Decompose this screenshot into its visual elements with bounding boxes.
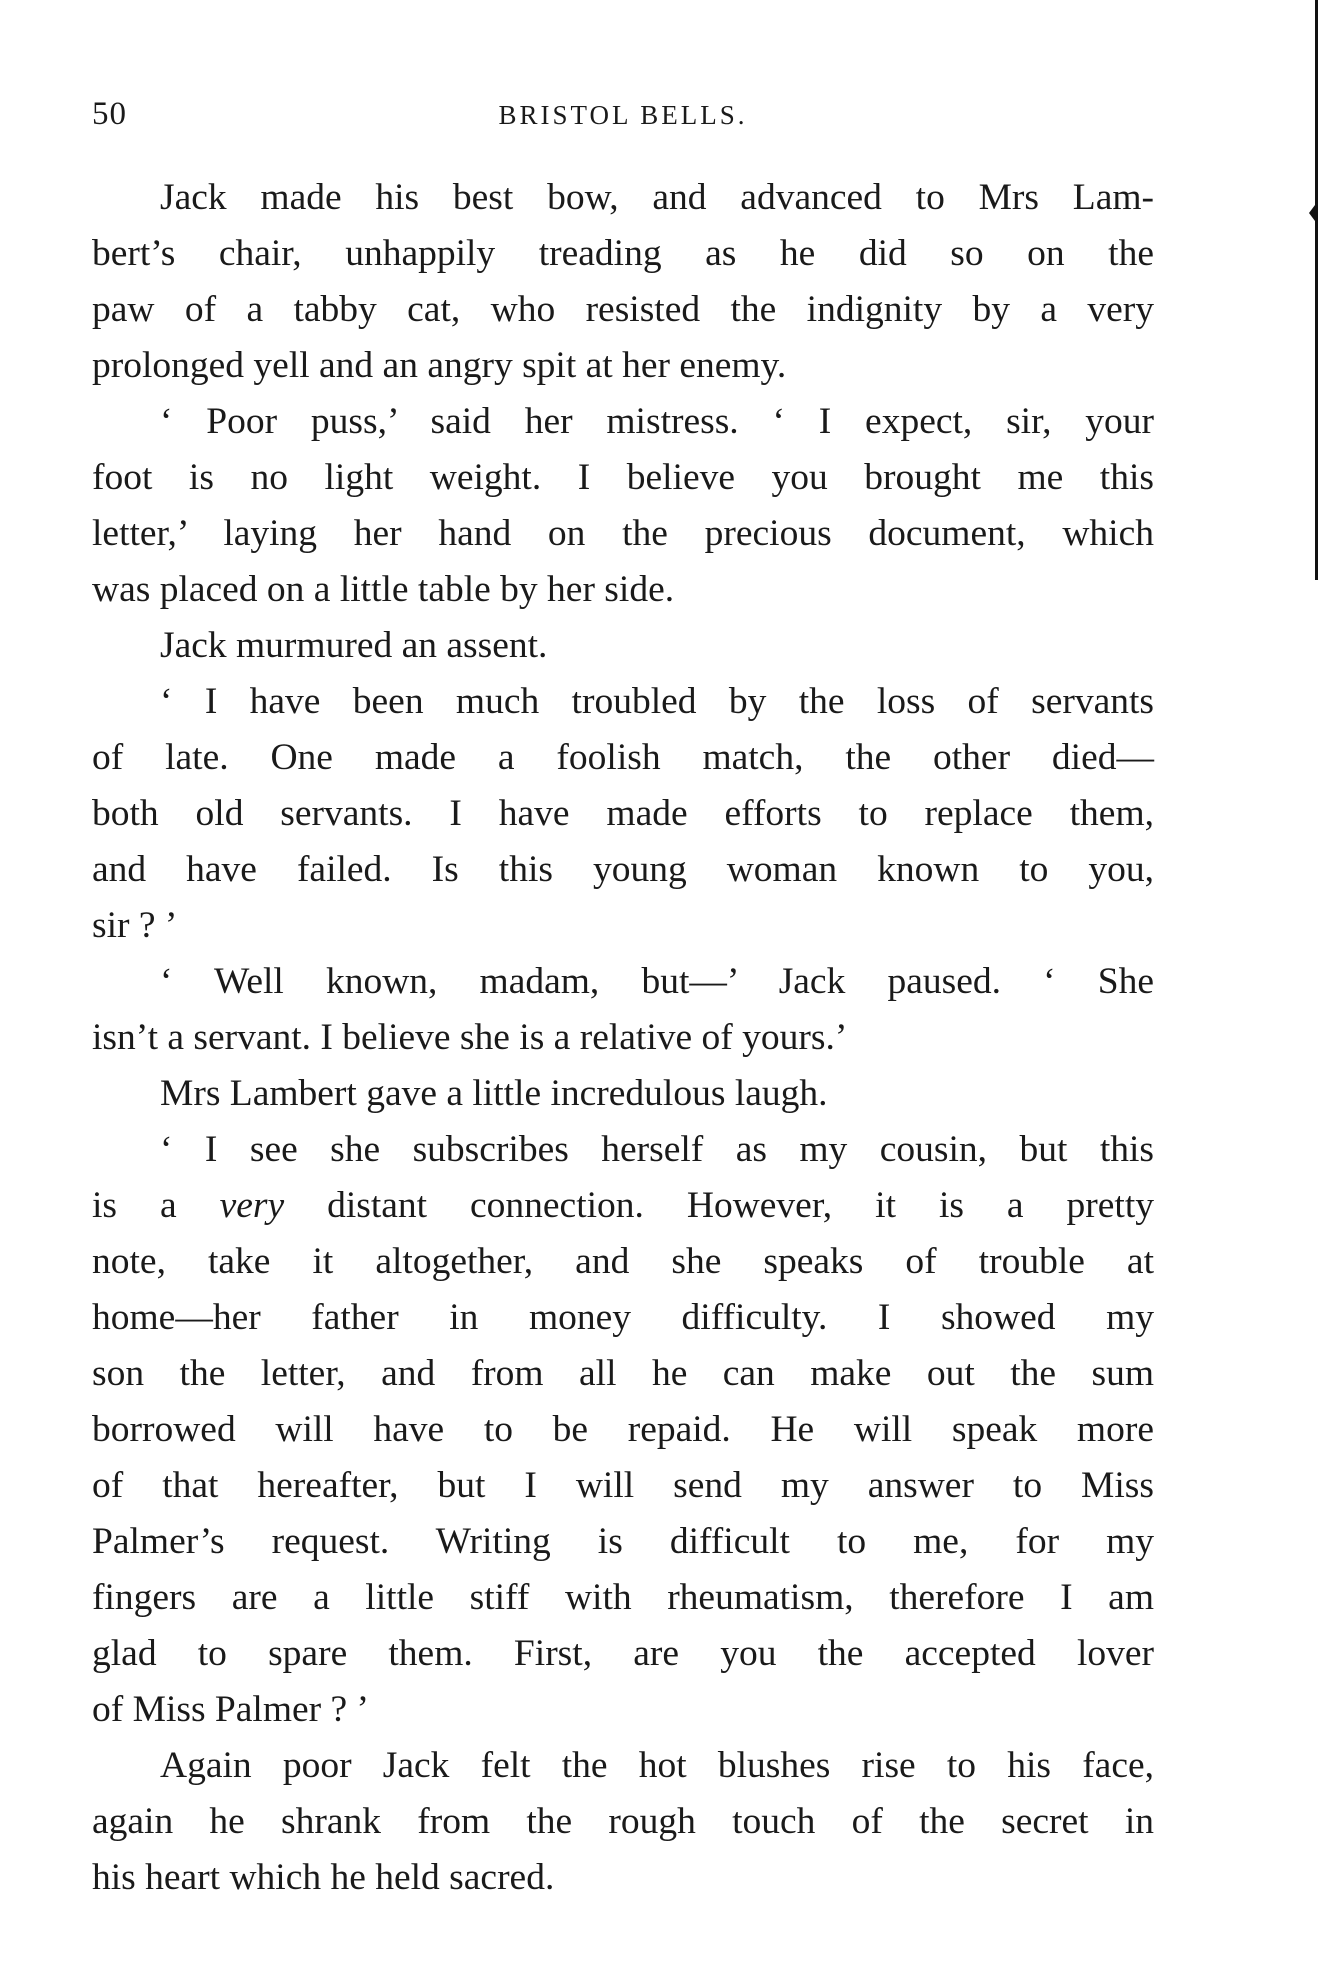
text-line: ‘ I see she subscribes herself as my cousin, but this (160, 1129, 1154, 1170)
text-line: paw of a tabby cat, who resisted the indignity by a very (92, 289, 1154, 330)
text-line: of that hereafter, but I will send my answer to Miss (92, 1465, 1154, 1506)
page-header (92, 96, 1154, 140)
text-line: ‘ I have been much troubled by the loss of servants (160, 681, 1154, 722)
body-text (92, 170, 1154, 1906)
text-line: of Miss Palmer ? ’ (92, 1689, 370, 1730)
text-run: is a (92, 1185, 220, 1226)
text-line: borrowed will have to be repaid. He will speak more (92, 1409, 1154, 1450)
text-line: fingers are a little stiff with rheumatism, therefore I am (92, 1577, 1154, 1618)
text-line: prolonged yell and an angry spit at her enemy. (92, 345, 787, 386)
text-run: distant connection. However, it is a pretty (284, 1185, 1154, 1226)
text-line: home—her father in money difficulty. I showed my (92, 1297, 1154, 1338)
text-line: Again poor Jack felt the hot blushes rise to his face, (160, 1745, 1154, 1786)
text-line: bert’s chair, unhappily treading as he did so on the (92, 233, 1154, 274)
text-line (92, 1178, 1154, 1234)
text-line: foot is no light weight. I believe you brought me this (92, 457, 1154, 498)
text-line: note, take it altogether, and she speaks of trouble at (92, 1241, 1154, 1282)
text-line: his heart which he held sacred. (92, 1857, 555, 1898)
text-line: and have failed. Is this young woman known to you, (92, 849, 1154, 890)
text-line: both old servants. I have made efforts to replace them, (92, 793, 1154, 834)
text-line: again he shrank from the rough touch of the secret in (92, 1801, 1154, 1842)
text-line: sir ? ’ (92, 905, 178, 946)
text-line: letter,’ laying her hand on the precious document, which (92, 513, 1154, 554)
text-line: was placed on a little table by her side. (92, 569, 675, 610)
text-line: isn’t a servant. I believe she is a relative of yours.’ (92, 1017, 848, 1058)
page-edge-notch (1309, 205, 1315, 221)
text-line: Mrs Lambert gave a little incredulous laugh. (160, 1073, 828, 1114)
text-line: Jack made his best bow, and advanced to Mrs Lam- (160, 177, 1154, 218)
text-line: glad to spare them. First, are you the accepted lover (92, 1633, 1154, 1674)
text-line: ‘ Poor puss,’ said her mistress. ‘ I expect, sir, your (160, 401, 1154, 442)
running-title: BRISTOL BELLS. (498, 100, 748, 130)
italic-emphasis: very (219, 1185, 285, 1226)
text-line: Palmer’s request. Writing is difficult to me, for my (92, 1521, 1154, 1562)
text-line: Jack murmured an assent. (160, 625, 548, 666)
page-number: 50 (92, 96, 127, 132)
text-line: ‘ Well known, madam, but—’ Jack paused. ‘ She (160, 961, 1154, 1002)
text-line: of late. One made a foolish match, the other died— (92, 737, 1154, 778)
text-line: son the letter, and from all he can make out the sum (92, 1353, 1154, 1394)
